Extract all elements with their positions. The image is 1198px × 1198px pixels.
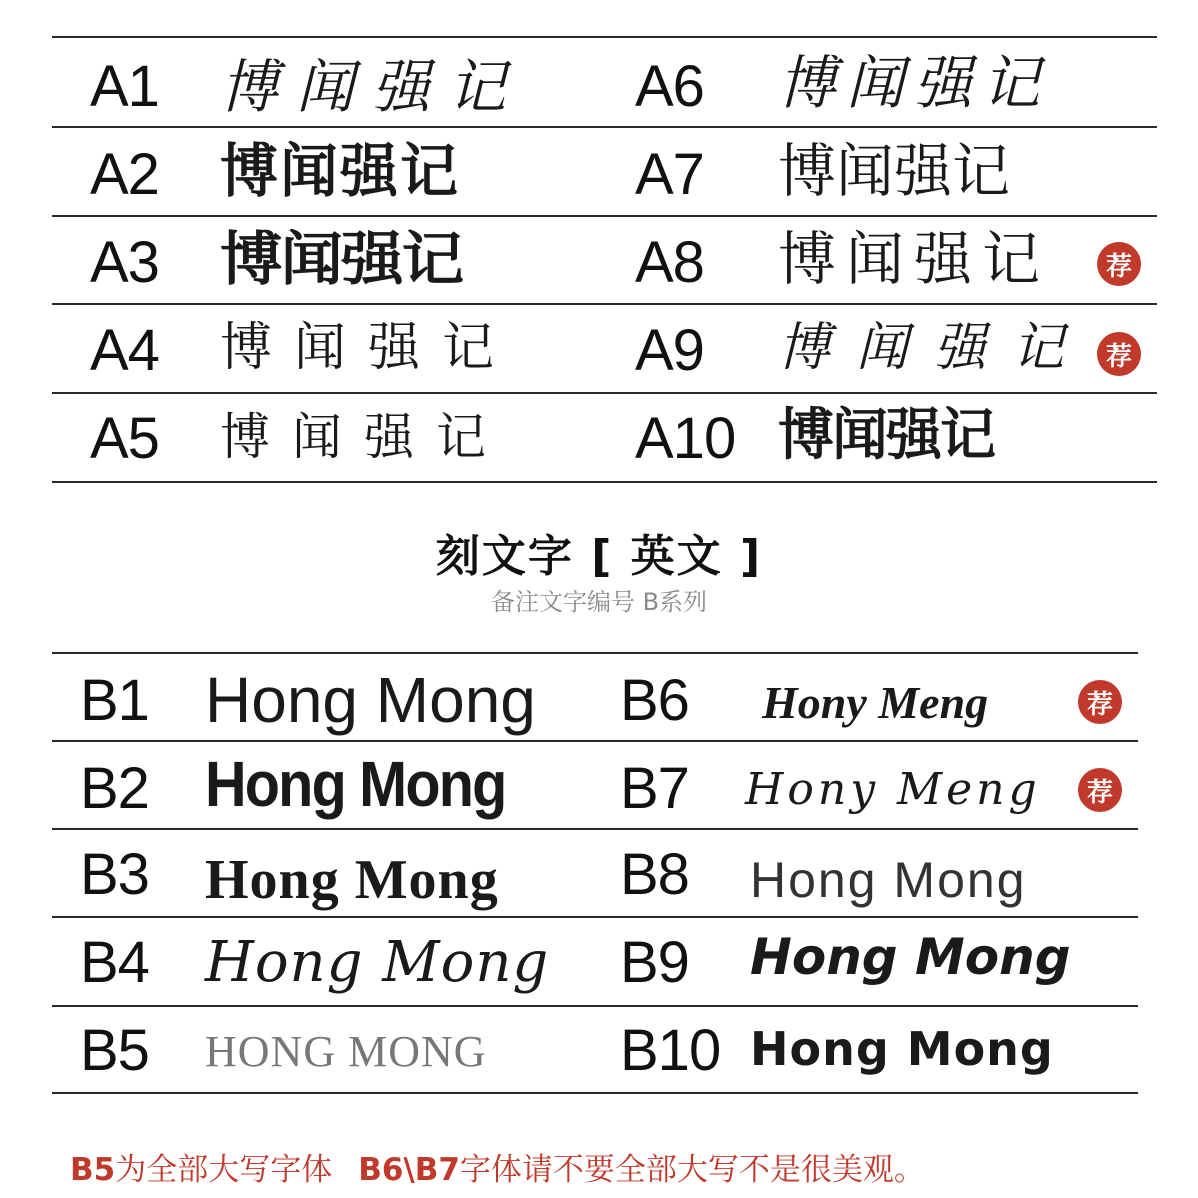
table-a-rule [52, 303, 1157, 305]
table-a-rule-top [52, 36, 1157, 38]
table-a-rule [52, 126, 1157, 128]
font-sample: Hong Mong [750, 852, 1027, 908]
font-sample: 博闻强记 [778, 49, 1051, 117]
font-sample: HONG MONG [205, 1027, 487, 1076]
font-code: A2 [90, 142, 159, 207]
font-code: B4 [80, 930, 149, 995]
font-code: B9 [620, 930, 689, 995]
table-a-rule-bottom [52, 481, 1157, 483]
table-b-rule [52, 916, 1138, 918]
font-sample: Hong Mong [750, 1022, 1054, 1076]
font-code: B1 [80, 668, 149, 733]
recommended-badge: 荐 [1097, 242, 1141, 286]
section-subtitle: 备注文字编号 B系列 [490, 588, 708, 616]
section-title: 刻文字 [ 英文 ] [435, 531, 763, 582]
font-sample: 博闻强记 [220, 53, 525, 121]
font-code: A4 [90, 318, 159, 383]
table-b-rule [52, 828, 1138, 830]
recommended-badge: 荐 [1097, 332, 1141, 376]
font-code: B2 [80, 756, 149, 821]
font-sample: Hong Mong [205, 849, 499, 911]
table-b-rule-bottom [52, 1092, 1138, 1094]
font-sample: 博闻强记 [778, 225, 1051, 293]
font-sample: Hong Mong [205, 748, 506, 820]
font-sample: 博闻强记 [778, 137, 1011, 205]
font-code: B10 [620, 1018, 721, 1083]
recommended-badge: 荐 [1078, 680, 1122, 724]
font-code: A8 [635, 230, 704, 295]
font-sample: Hong Mong [750, 928, 1071, 986]
font-code: A3 [90, 230, 159, 295]
font-code: A6 [635, 54, 704, 119]
footer-note [70, 1144, 925, 1189]
font-sample: Hong Mong [205, 930, 550, 995]
recommended-badge: 荐 [1078, 768, 1122, 812]
font-sample: Hony Meng [745, 764, 1041, 815]
font-code: A5 [90, 406, 159, 471]
font-code: B6 [620, 668, 689, 733]
font-code: B8 [620, 842, 689, 907]
font-sample: Hong Mong [205, 664, 536, 736]
footer-code-b6-b7: B6\B7 [358, 1152, 460, 1188]
font-code: B7 [620, 756, 689, 821]
table-b-rule [52, 740, 1138, 742]
font-sample: 博闻强记 [220, 408, 508, 466]
footer-text-2: 字体请不要全部大写不是很美观。 [459, 1152, 925, 1188]
table-a-rule [52, 215, 1157, 217]
font-code: A1 [90, 54, 159, 119]
table-b-rule [52, 1005, 1138, 1007]
font-sample: Hony Meng [762, 677, 989, 728]
footer-text-1: 为全部大写字体 [115, 1152, 333, 1188]
font-sample: 博闻强记 [220, 318, 517, 378]
font-code: B3 [80, 842, 149, 907]
font-code: B5 [80, 1018, 149, 1083]
table-b-rule-top [52, 652, 1138, 654]
footer-code-b5: B5 [70, 1152, 116, 1188]
font-sample: 博闻强记 [220, 225, 462, 293]
table-a-rule [52, 392, 1157, 394]
font-code: A9 [635, 318, 704, 383]
font-code: A7 [635, 142, 704, 207]
font-sample: 博闻强记 [778, 403, 994, 468]
font-code: A10 [635, 406, 736, 471]
font-sample: 博闻强记 [220, 137, 461, 205]
font-sample: 博闻强记 [778, 318, 1091, 378]
